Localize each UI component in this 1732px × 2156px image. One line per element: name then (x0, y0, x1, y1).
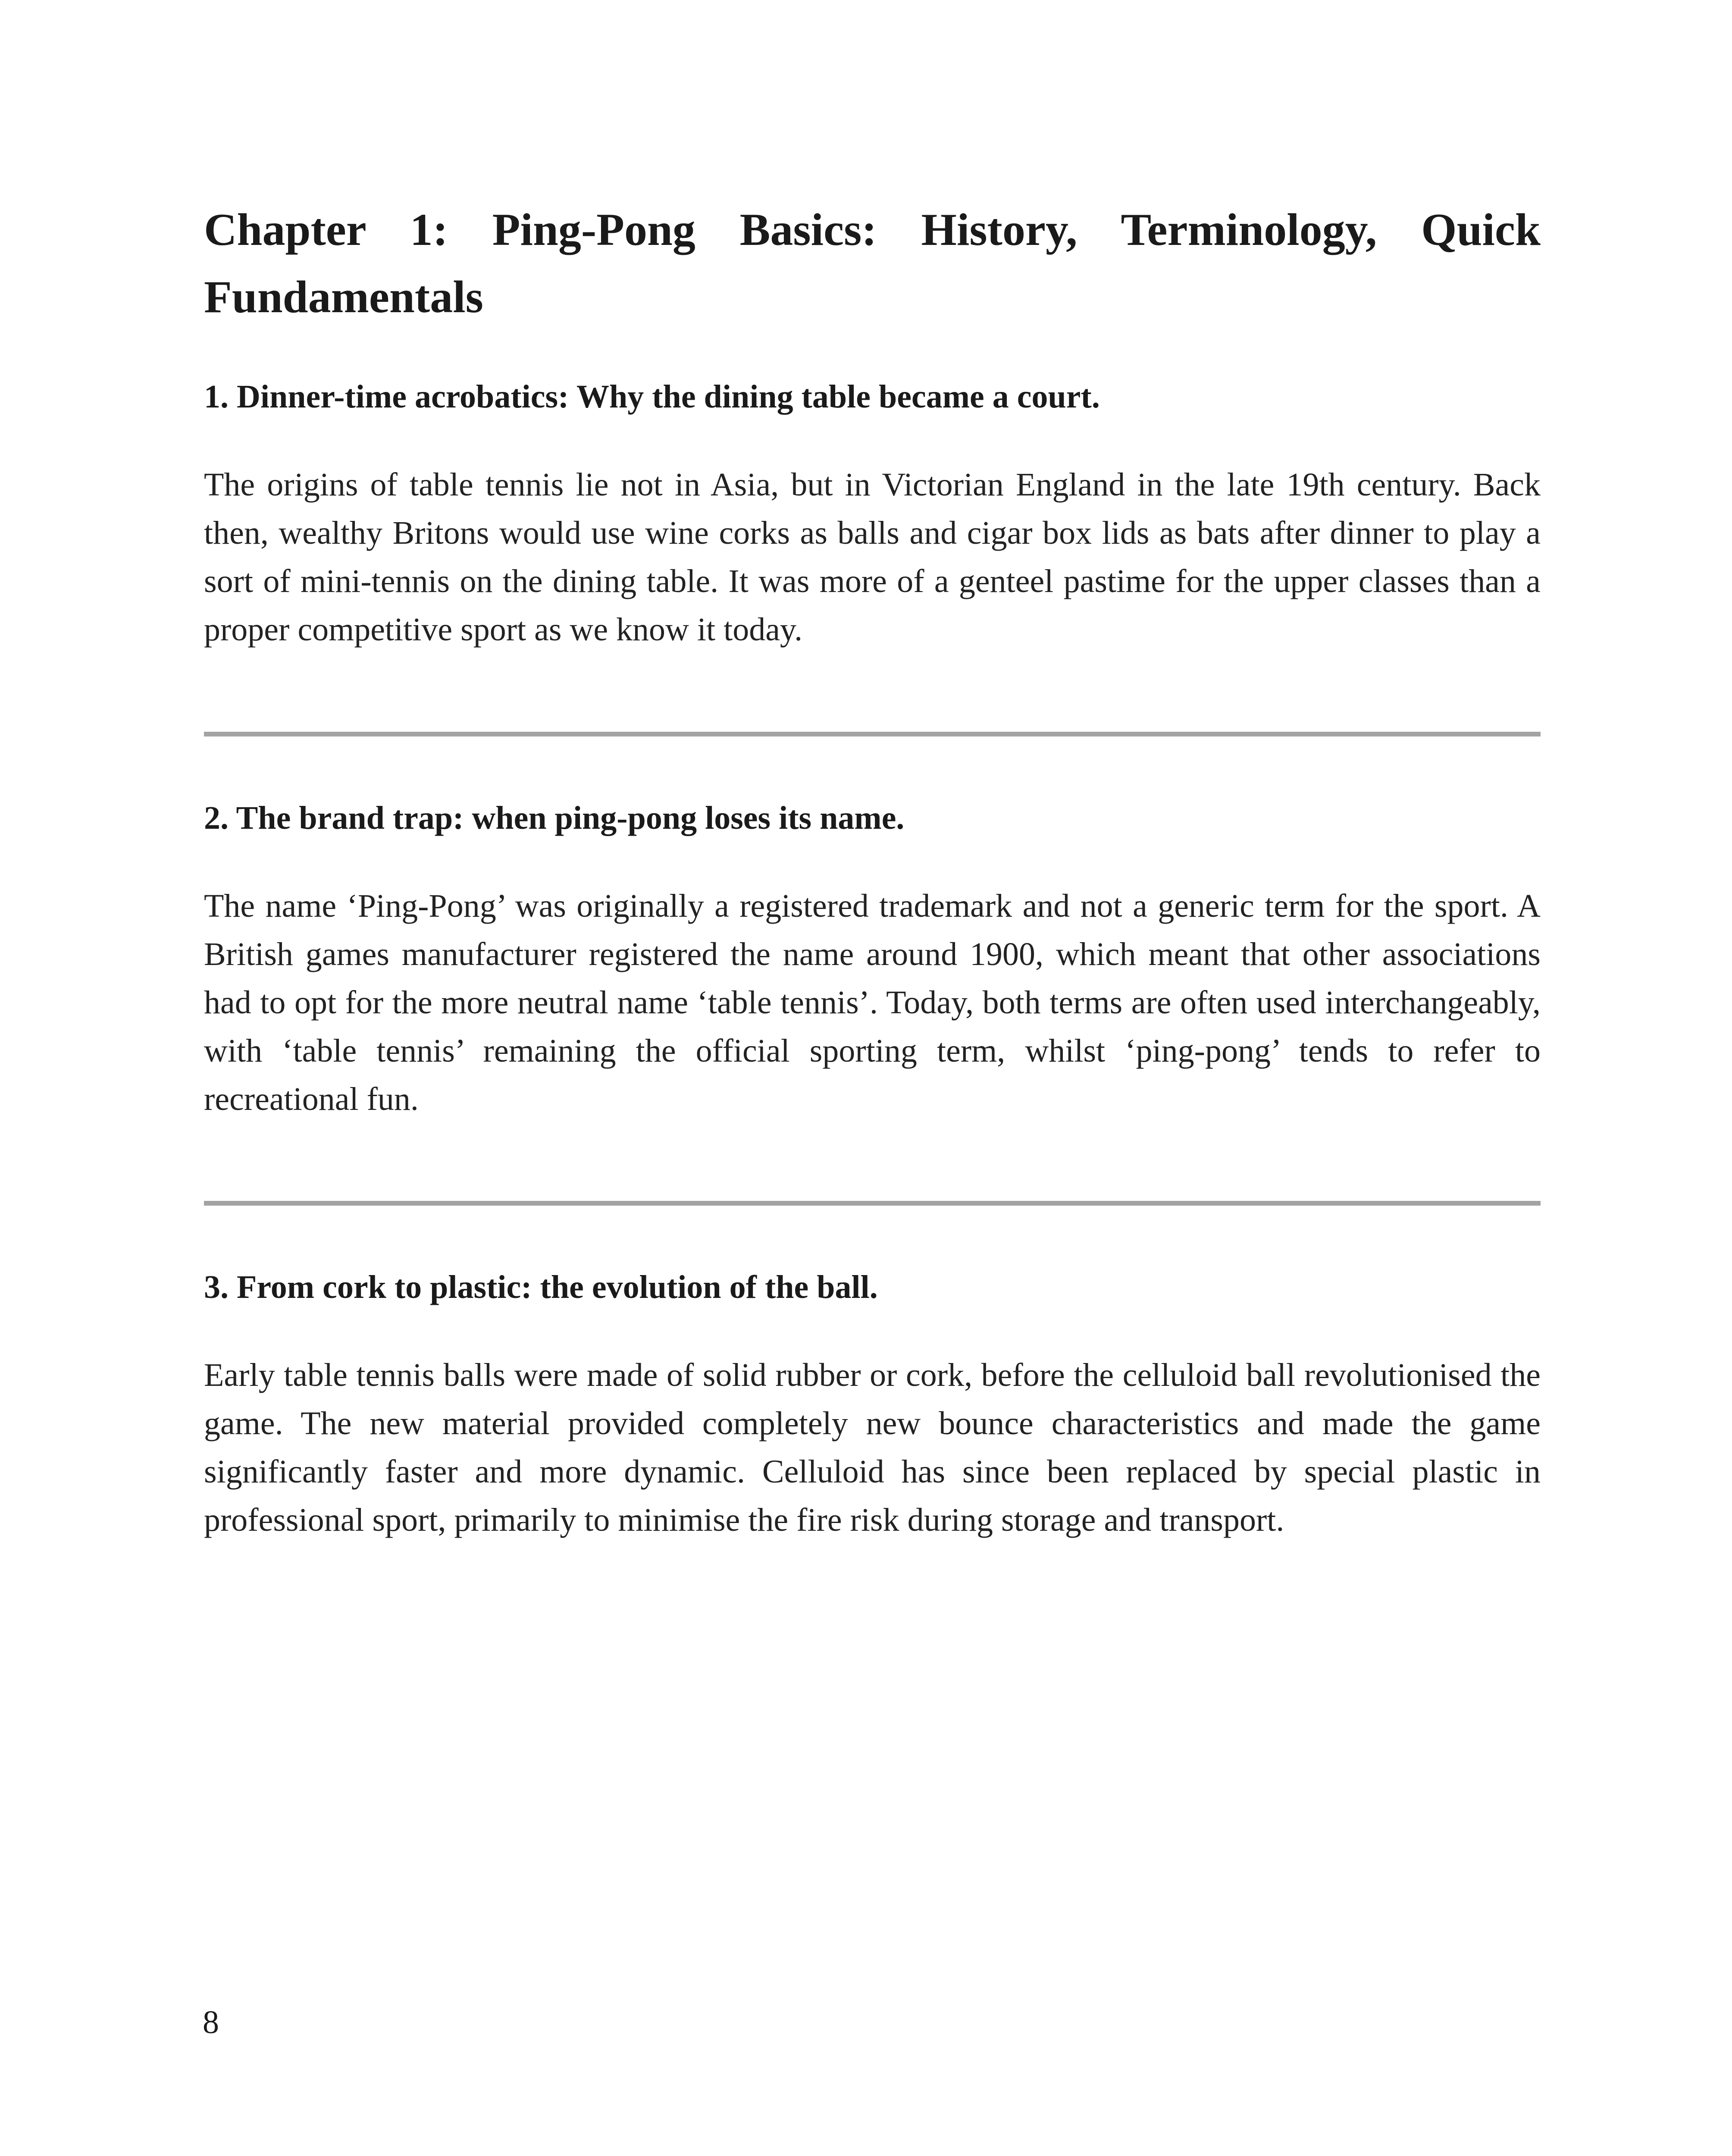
section-1 (204, 375, 1541, 654)
section-body: Early table tennis balls were made of solid rubber or cork, before the celluloid ball revolutionised the game. The new material provided completely new bounce characteristics and made the game significantly faster and more dynamic. Celluloid has since been replaced by special plastic in professional sport, primarily to minimise the fire risk during storage and transport. (204, 1357, 1541, 1538)
section-body: The origins of table tennis lie not in Asia, but in Victorian England in the late 19th century. Back then, wealthy Britons would use wine corks as balls and cigar box lids as bats after dinner to play a sort of mini-tennis on the dining table. It was more of a genteel pastime for the upper classes than a proper competitive sport as we know it today. (204, 467, 1541, 648)
page-number: 8 (203, 2004, 219, 2040)
section-body: The name ‘Ping-Pong’ was originally a registered trademark and not a generic term for the sport. A British games manufacturer registered the name around 1900, which meant that other associations had to opt for the more neutral name ‘table tennis’. Today, both terms are often used interchangeably, with ‘table tennis’ remaining the official sporting term, whilst ‘ping-pong’ tends to refer to recreational fun. (204, 888, 1541, 1117)
section-heading: 2. The brand trap: when ping-pong loses its name. (204, 800, 905, 836)
section-2 (204, 796, 1541, 1123)
section-heading: 3. From cork to plastic: the evolution of the ball. (204, 1269, 878, 1305)
chapter-title: Chapter 1: Ping-Pong Basics: History, Terminology, Quick Fundamentals (204, 204, 1541, 322)
section-divider (204, 732, 1541, 736)
section-heading: 1. Dinner-time acrobatics: Why the dining table became a court. (204, 379, 1100, 415)
section-divider (204, 1201, 1541, 1206)
section-3 (204, 1266, 1541, 1544)
